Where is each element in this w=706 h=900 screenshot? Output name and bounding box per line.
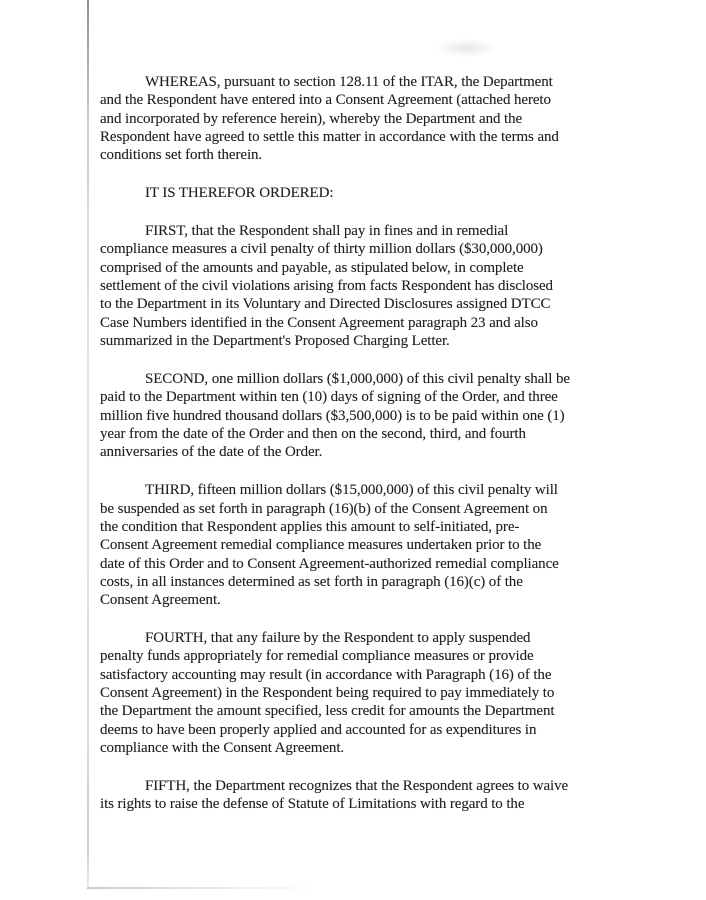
page-left-edge-line bbox=[87, 0, 89, 889]
text-line: anniversaries of the date of the Order. bbox=[100, 444, 323, 461]
text-line: WHEREAS, pursuant to section 128.11 of the ITAR, the Department bbox=[145, 74, 553, 90]
text-line: comprised of the amounts and payable, as stipulated below, in complete bbox=[100, 259, 524, 276]
paragraph-fifth bbox=[100, 777, 660, 814]
text-line: Respondent have agreed to settle this matter in accordance with the terms and bbox=[100, 129, 559, 146]
text-line: deems to have been properly applied and accounted for as expenditures in bbox=[100, 721, 537, 738]
text-line: costs, in all instances determined as set forth in paragraph (16)(c) of the bbox=[100, 573, 523, 590]
text-line: and the Respondent have entered into a Consent Agreement (attached hereto bbox=[100, 92, 551, 109]
text-line: to the Department in its Voluntary and Directed Disclosures assigned DTCC bbox=[100, 296, 551, 313]
paragraph-second bbox=[100, 370, 660, 462]
paragraph-third bbox=[100, 481, 660, 609]
paragraph-ordered-heading bbox=[100, 184, 660, 202]
text-line: Consent Agreement. bbox=[100, 592, 221, 609]
text-line: be suspended as set forth in paragraph (16)(b) of the Consent Agreement on bbox=[100, 500, 548, 517]
text-line: and incorporated by reference herein), whereby the Department and the bbox=[100, 110, 523, 127]
text-line: the condition that Respondent applies this amount to self-initiated, pre- bbox=[100, 518, 520, 535]
text-line: compliance with the Consent Agreement. bbox=[100, 740, 345, 757]
text-line: Consent Agreement) in the Respondent being required to pay immediately to bbox=[100, 685, 555, 702]
text-line: summarized in the Department's Proposed Charging Letter. bbox=[100, 333, 450, 350]
paragraph-fourth bbox=[100, 629, 660, 757]
page-bottom-edge-line bbox=[87, 887, 317, 889]
text-line: Case Numbers identified in the Consent Agreement paragraph 23 and also bbox=[100, 314, 538, 331]
paragraph-whereas bbox=[100, 73, 660, 165]
text-line: FIRST, that the Respondent shall pay in fines and in remedial bbox=[145, 223, 509, 240]
text-line: penalty funds appropriately for remedial compliance measures or provide bbox=[100, 648, 534, 665]
text-line: conditions set forth therein. bbox=[100, 147, 263, 164]
text-line: Consent Agreement remedial compliance measures undertaken prior to the bbox=[100, 537, 542, 554]
text-line: year from the date of the Order and then on the second, third, and fourth bbox=[100, 426, 526, 442]
text-line: THIRD, fifteen million dollars ($15,000,000) of this civil penalty will bbox=[145, 482, 558, 499]
text-line: date of this Order and to Consent Agreement-authorized remedial compliance bbox=[100, 555, 559, 572]
text-line: its rights to raise the defense of Statute of Limitations with regard to the bbox=[100, 796, 525, 813]
text-line: IT IS THEREFOR ORDERED: bbox=[145, 185, 334, 202]
text-line: FIFTH, the Department recognizes that the Respondent agrees to waive bbox=[145, 778, 569, 794]
text-line: paid to the Department within ten (10) days of signing of the Order, and three bbox=[100, 389, 558, 406]
document-body bbox=[100, 73, 660, 814]
text-line: FOURTH, that any failure by the Respondent to apply suspended bbox=[145, 630, 531, 647]
text-line: the Department the amount specified, less credit for amounts the Department bbox=[100, 703, 555, 720]
scan-smudge-artifact bbox=[438, 40, 494, 56]
text-line: SECOND, one million dollars ($1,000,000) of this civil penalty shall be bbox=[145, 370, 570, 387]
text-line: compliance measures a civil penalty of thirty million dollars ($30,000,000) bbox=[100, 241, 543, 258]
text-line: satisfactory accounting may result (in accordance with Paragraph (16) of the bbox=[100, 666, 552, 683]
paragraph-first bbox=[100, 222, 660, 350]
text-line: settlement of the civil violations arising from facts Respondent has disclosed bbox=[100, 278, 553, 295]
text-line: million five hundred thousand dollars ($3,500,000) is to be paid within one (1) bbox=[100, 407, 565, 424]
